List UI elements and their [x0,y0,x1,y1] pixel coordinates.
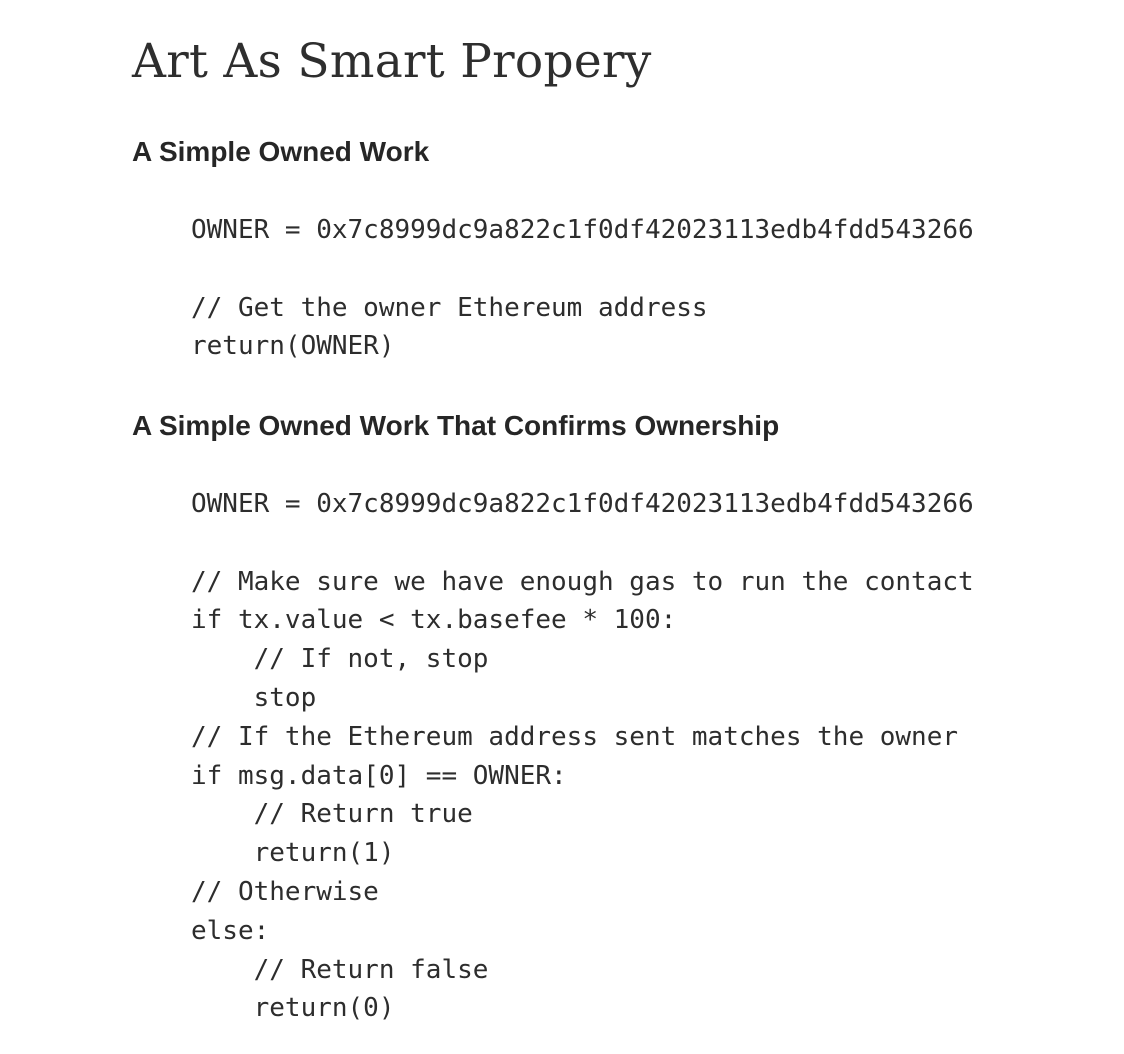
code-line: // Otherwise [191,876,379,907]
code-line: OWNER = 0x7c8999dc9a822c1f0df42023113edb4fdd543266 [191,489,974,519]
code-line: stop [191,682,317,713]
code-line [191,524,974,563]
code-line: // Get the owner Ethereum address [191,292,708,323]
code-line: // If the Ethereum address sent matches the owner [191,721,959,752]
page-title: Art As Smart Propery [132,34,652,89]
code-line: return(OWNER) [191,331,395,362]
code-line: // Make sure we have enough gas to run the contact [191,566,974,597]
section-heading-simple-owned-work: A Simple Owned Work [132,136,430,167]
code-block-confirms-ownership [191,485,974,1028]
code-line: if msg.data[0] == OWNER: [191,760,567,791]
code-line: OWNER = 0x7c8999dc9a822c1f0df42023113edb4fdd543266 [191,215,974,245]
code-block-simple-owned-work [191,211,974,366]
code-line: if tx.value < tx.basefee * 100: [191,605,677,636]
code-line: else: [191,915,270,946]
code-line: // Return true [191,799,473,830]
code-line: // If not, stop [191,644,489,675]
code-line [191,250,974,289]
section-heading-confirms-ownership: A Simple Owned Work That Confirms Ownership [132,410,780,441]
code-line: return(1) [191,838,395,869]
code-line: // Return false [191,954,489,985]
code-line: return(0) [191,993,395,1024]
